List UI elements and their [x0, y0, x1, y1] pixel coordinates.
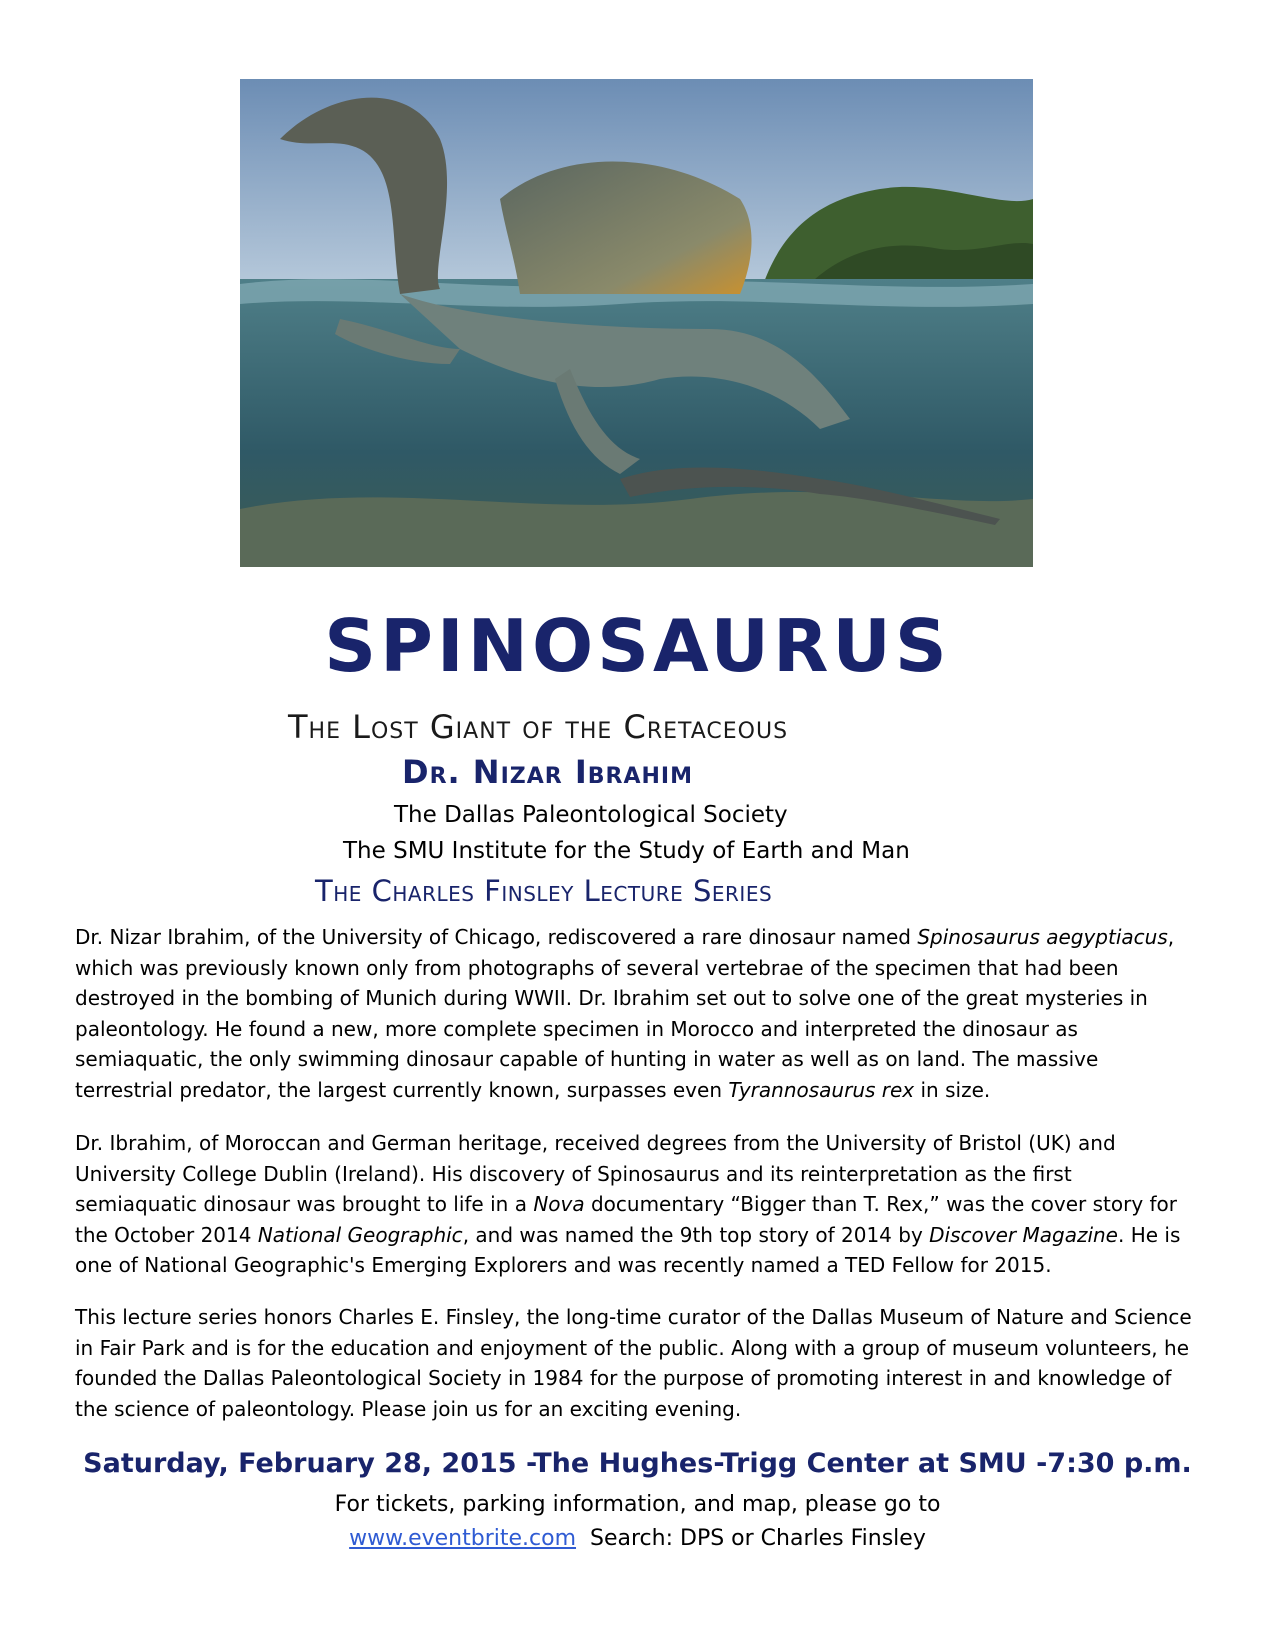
poster-title: SPINOSAURUS: [324, 604, 951, 688]
event-details: Saturday, February 28, 2015 -The Hughes-Trigg Center at SMU -7:30 p.m.: [83, 1448, 1192, 1479]
text-run: Dr. Ibrahim, of Moroccan and German heritage, received degrees from the University of Bristol (UK) and University College Dublin (Ireland). His discovery of Spinosaurus and its reinterpretation as the first semiaquatic dinosaur was brought to life in a: [75, 1131, 1116, 1216]
text-run: , which was previously known only from photographs of several vertebrae of the specimen that had been destroyed in the bombing of Munich during WWII. Dr. Ibrahim set out to solve one of the great mysteries in paleontology. He found a new, more complete specimen in Morocco and interpreted the dinosaur as semiaquatic, the only swimming dinosaur capable of hunting in water as well as on land. The massive terrestrial predator, the largest currently known, surpasses even: [75, 925, 1175, 1102]
tickets-info: For tickets, parking information, and map, please go to: [334, 1492, 941, 1517]
species-name: Tyrannosaurus rex: [728, 1077, 915, 1102]
organization-smu: The SMU Institute for the Study of Earth and Man: [343, 838, 910, 864]
publication-name: Discover Magazine: [929, 1222, 1118, 1247]
spinosaurus-illustration: [240, 79, 1033, 567]
text-run: , and was named the 9th top story of 2014 by: [462, 1222, 930, 1247]
text-run: documentary “Bigger than T. Rex,” was the cover story for the October 2014: [75, 1192, 1178, 1247]
text-run: Dr. Nizar Ibrahim, of the University of Chicago, rediscovered a rare dinosaur named: [75, 925, 918, 949]
text-run: . He is one of National Geographic's Emerging Explorers and was recently named a TED Fellow for 2015.: [75, 1222, 1181, 1277]
speaker-name: Dr. Nizar Ibrahim: [402, 753, 693, 791]
publication-name: Nova: [533, 1192, 585, 1216]
eventbrite-link[interactable]: www.eventbrite.com: [349, 1526, 577, 1551]
text-run: This lecture series honors Charles E. Finsley, the long-time curator of the Dallas Museum of Nature and Science in Fair Park and is for the education and enjoyment of the public. Along with a group of museum volunteers, he founded the Dallas Paleontological Society in 1984 for the purpose of promoting interest in and knowledge of the science of paleontology. Please join us for an exciting evening.: [75, 1305, 1192, 1421]
species-name: Spinosaurus aegyptiacus: [917, 925, 1168, 949]
search-line: [0, 1526, 1275, 1551]
publication-name: National Geographic: [257, 1222, 463, 1247]
lecture-series: The Charles Finsley Lecture Series: [315, 874, 773, 908]
hero-illustration: [240, 79, 1033, 567]
organization-dps: The Dallas Paleontological Society: [394, 802, 788, 828]
text-run: in size.: [914, 1077, 991, 1102]
search-instructions: Search: DPS or Charles Finsley: [590, 1526, 926, 1551]
paragraph-series-honoree: [75, 1302, 1200, 1424]
paragraph-biography: [75, 1128, 1200, 1281]
paragraph-discovery: [75, 922, 1200, 1105]
poster-subtitle: The Lost Giant of the Cretaceous: [288, 708, 789, 746]
